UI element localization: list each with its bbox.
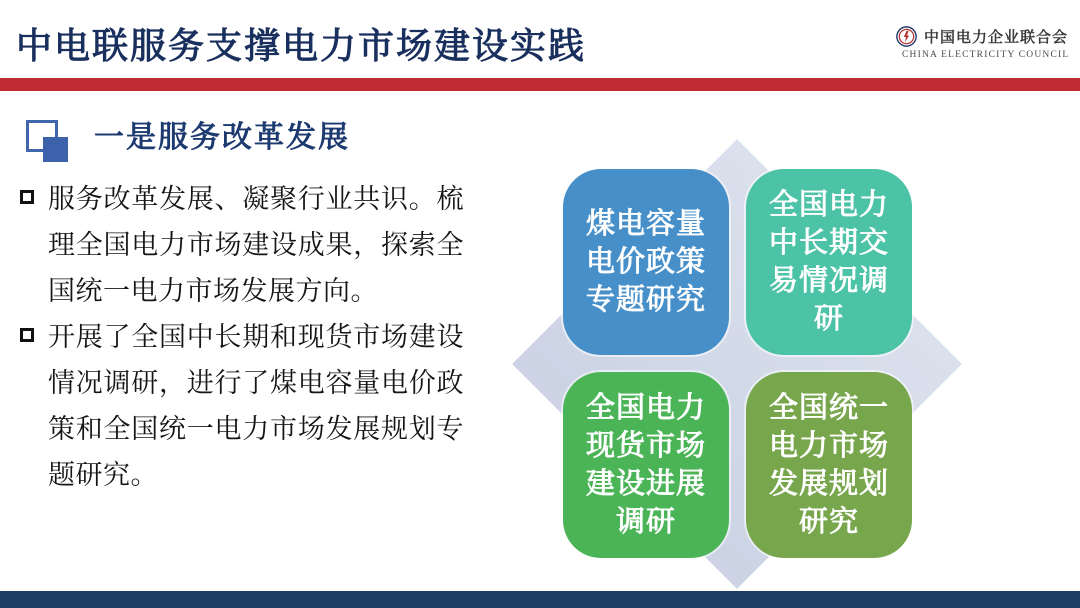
header-divider-rule: [0, 78, 1080, 91]
research-cards-grid: [563, 169, 912, 558]
page-title: 中电联服务支撑电力市场建设实践: [16, 25, 587, 66]
section-title: 一是服务改革发展: [94, 121, 350, 154]
bullet-square-icon: [20, 328, 34, 342]
org-logo: [902, 26, 1070, 60]
card-coal-capacity-pricing: 煤电容量电价政策专题研究: [563, 169, 729, 355]
bullet-item-2: [20, 314, 464, 498]
bullet-square-icon: [20, 190, 34, 204]
bullet-text: 开展了全国中长期和现货市场建设情况调研，进行了煤电容量电价政策和全国统一电力市场发展规划专题研究。: [48, 322, 464, 490]
bullet-item-1: [20, 176, 464, 314]
bullet-list: [20, 176, 464, 498]
council-emblem-icon: [896, 26, 917, 47]
section-header: [26, 116, 350, 164]
card-spot-market-progress: 全国电力现货市场建设进展调研: [563, 372, 729, 558]
section-marker-squares-icon: [26, 116, 70, 164]
card-mid-long-term-trading: 全国电力中长期交易情况调研: [746, 169, 912, 355]
card-unified-market-planning: 全国统一电力市场发展规划研究: [746, 372, 912, 558]
bullet-text: 服务改革发展、凝聚行业共识。梳理全国电力市场建设成果，探索全国统一电力市场发展方向。: [48, 184, 464, 306]
org-name-english: CHINA ELECTRICITY COUNCIL: [902, 50, 1070, 60]
footer-bar: [0, 591, 1080, 608]
org-name-chinese: 中国电力企业联合会: [924, 29, 1069, 46]
